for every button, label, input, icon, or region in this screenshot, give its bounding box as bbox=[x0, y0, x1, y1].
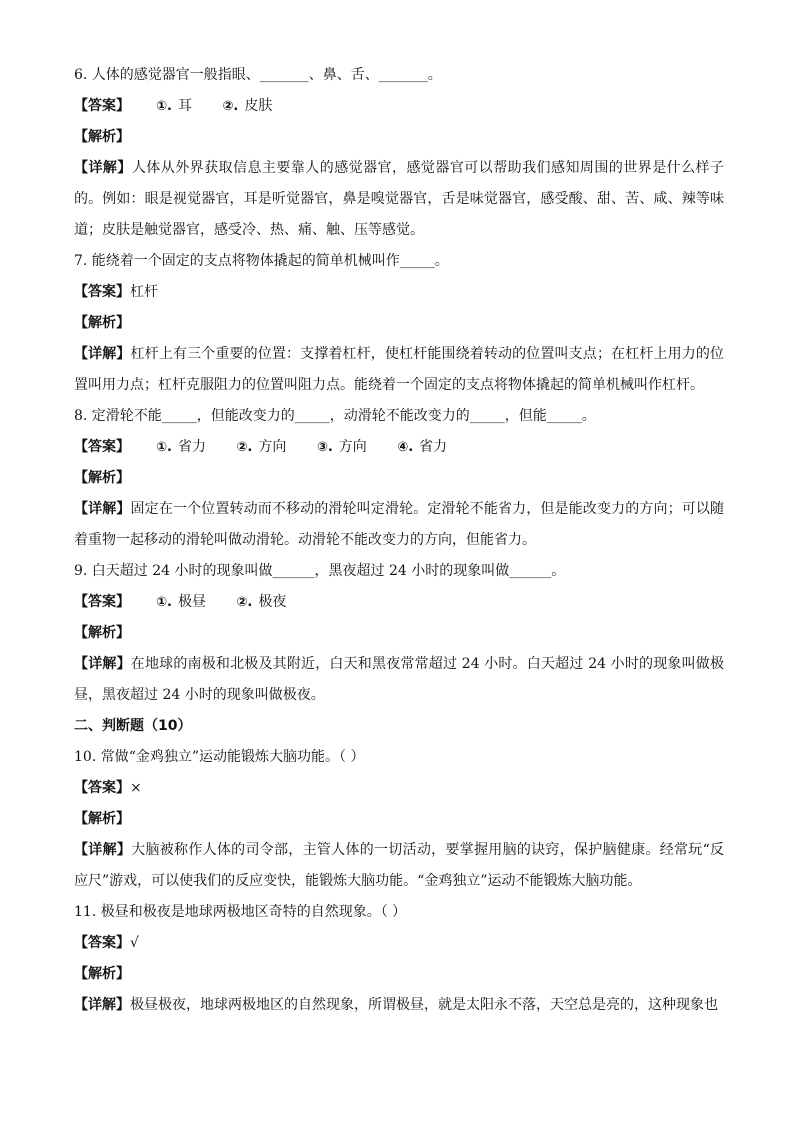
section-heading: 二、判断题（10） bbox=[74, 718, 192, 734]
answer-6 bbox=[74, 91, 724, 122]
answer-option: ②. 皮肤 bbox=[222, 98, 273, 114]
detail-11: 【详解】极昼极夜，地球两极地区的自然现象，所谓极昼，就是太阳永不落，天空总是亮的，这种现象也 bbox=[74, 997, 718, 1013]
answer-8: 【答案】 ①. 省力 ②. 方向 ③. 方向 ④. 省力 bbox=[74, 432, 724, 463]
answer-9: 【答案】 ①. 极昼 ②. 极夜 bbox=[74, 587, 724, 618]
answer-11: 【答案】√ bbox=[74, 935, 139, 951]
answer-tag: 【答案】 bbox=[74, 98, 130, 114]
detail-8: 【详解】固定在一个位置转动而不移动的滑轮叫定滑轮。定滑轮不能省力，但是能改变力的方向；可以随着重物一起移动的滑轮叫做动滑轮。动滑轮不能改变力的方向，但能省力。 bbox=[74, 501, 725, 548]
question-7: 7. 能绕着一个固定的支点将物体撬起的简单机械叫作_____。 bbox=[74, 253, 449, 269]
answer-option: ①. 极昼 bbox=[156, 594, 206, 610]
detail-9: 【详解】在地球的南极和北极及其附近，白天和黑夜常常超过 24 小时。白天超过 24 小时的现象叫做极昼，黑夜超过 24 小时的现象叫做极夜。 bbox=[74, 656, 724, 703]
question-6: 6. 人体的感觉器官一般指眼、_______、鼻、舌、_______。 bbox=[74, 67, 442, 83]
analysis-tag: 【解析】 bbox=[74, 470, 130, 486]
answer-10: 【答案】× bbox=[74, 780, 142, 796]
analysis-tag: 【解析】 bbox=[74, 625, 130, 641]
document-page bbox=[74, 60, 724, 1021]
analysis-tag: 【解析】 bbox=[74, 811, 130, 827]
answer-option: ①. 省力 bbox=[156, 439, 206, 455]
question-9: 9. 白天超过 24 小时的现象叫做______，黑夜超过 24 小时的现象叫做______。 bbox=[74, 563, 566, 579]
analysis-tag: 【解析】 bbox=[74, 966, 130, 982]
answer-option: ②. 方向 bbox=[236, 439, 287, 455]
question-11: 11. 极昼和极夜是地球两极地区奇特的自然现象。（ ） bbox=[74, 904, 407, 920]
answer-option: ④. 省力 bbox=[397, 439, 448, 455]
analysis-tag: 【解析】 bbox=[74, 315, 130, 331]
analysis-tag: 【解析】 bbox=[74, 129, 130, 145]
detail-7: 【详解】杠杆上有三个重要的位置：支撑着杠杆，使杠杆能围绕着转动的位置叫支点；在杠杆上用力的位置叫用力点；杠杆克服阻力的位置叫阻力点。能绕着一个固定的支点将物体撬起的简单机械叫作杠杆。 bbox=[74, 346, 725, 393]
detail-10: 【详解】大脑被称作人体的司令部，主管人体的一切活动，要掌握用脑的诀窍，保护脑健康。经常玩“反应尺”游戏，可以使我们的反应变快，能锻炼大脑功能。“金鸡独立”运动不能锻炼大脑功能。 bbox=[74, 842, 725, 889]
question-10: 10. 常做“金鸡独立”运动能锻炼大脑功能。（ ） bbox=[74, 749, 365, 765]
answer-7: 【答案】杠杆 bbox=[74, 284, 158, 300]
question-8: 8. 定滑轮不能_____，但能改变力的_____，动滑轮不能改变力的_____，但能_____。 bbox=[74, 408, 596, 424]
answer-option: ③. 方向 bbox=[316, 439, 367, 455]
detail-6: 【详解】人体从外界获取信息主要靠人的感觉器官，感觉器官可以帮助我们感知周围的世界是什么样子的。例如：眼是视觉器官，耳是听觉器官，鼻是嗅觉器官，舌是味觉器官，感受酸、甜、苦、咸、辣等味道；皮肤是触觉器官，感受冷、热、痛、触、压等感觉。 bbox=[74, 160, 725, 238]
answer-option: ②. 极夜 bbox=[236, 594, 287, 610]
answer-option: ①. 耳 bbox=[156, 98, 192, 114]
